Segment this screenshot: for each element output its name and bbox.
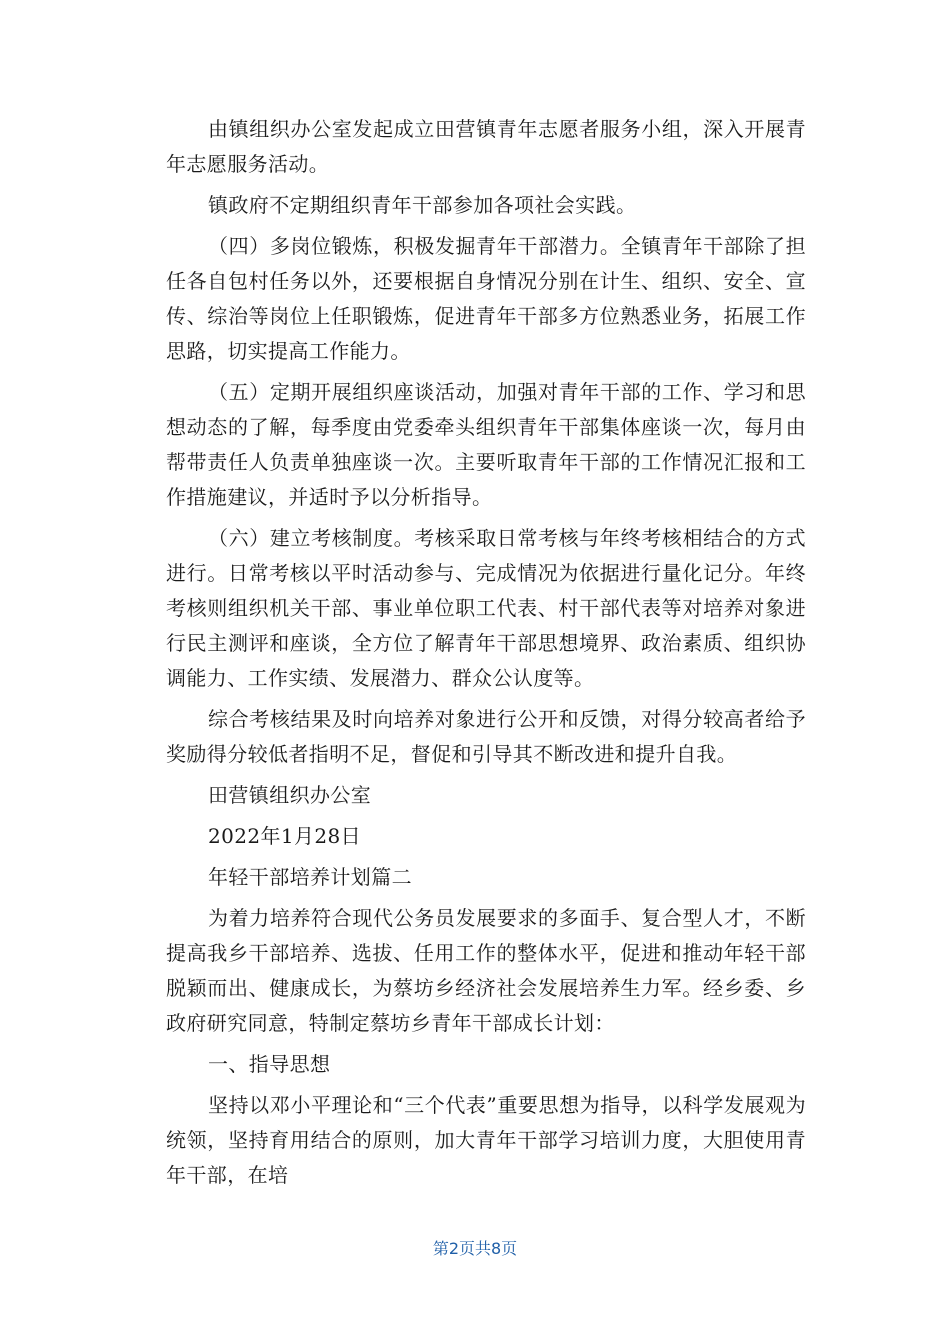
paragraph-section-four: （四）多岗位锻炼，积极发掘青年干部潜力。全镇青年干部除了担任各自包村任务以外，还要根据自身情况分别在计生、组织、安全、宣传、综治等岗位上任职锻炼，促进青年干部多方位熟悉业务，拓展工作思路，切实提高工作能力。 [166, 234, 806, 363]
paragraph-guiding-thought: 坚持以邓小平理论和“三个代表”重要思想为指导，以科学发展观为统领，坚持育用结合的原则，加大青年干部学习培训力度，大胆使用青年干部，在培 [166, 1093, 806, 1187]
heading-guiding-thought: 一、指导思想 [208, 1052, 331, 1076]
paragraph-volunteer-group: 由镇组织办公室发起成立田营镇青年志愿者服务小组，深入开展青年志愿服务活动。 [166, 117, 806, 176]
paragraph-social-practice: 镇政府不定期组织青年干部参加各项社会实践。 [208, 193, 637, 217]
signature-date: 2022年1月28日 [208, 824, 362, 848]
paragraph-assessment-feedback: 综合考核结果及时向培养对象进行公开和反馈，对得分较高者给予奖励得分较低者指明不足，督促和引导其不断改进和提升自我。 [166, 707, 806, 766]
signature-office: 田营镇组织办公室 [208, 783, 372, 807]
document-body [166, 112, 806, 1199]
paragraph-plan-intro: 为着力培养符合现代公务员发展要求的多面手、复合型人才，不断提高我乡干部培养、选拔、任用工作的整体水平，促进和推动年轻干部脱颖而出、健康成长，为蔡坊乡经济社会发展培养生力军。经乡委、乡政府研究同意，特制定蔡坊乡青年干部成长计划： [166, 906, 806, 1035]
paragraph-section-five: （五）定期开展组织座谈活动，加强对青年干部的工作、学习和思想动态的了解，每季度由党委牵头组织青年干部集体座谈一次，每月由帮带责任人负责单独座谈一次。主要听取青年干部的工作情况汇报和工作措施建议，并适时予以分析指导。 [166, 380, 806, 509]
paragraph-section-six: （六）建立考核制度。考核采取日常考核与年终考核相结合的方式进行。日常考核以平时活动参与、完成情况为依据进行量化记分。年终考核则组织机关干部、事业单位职工代表、村干部代表等对培养对象进行民主测评和座谈，全方位了解青年干部思想境界、政治素质、组织协调能力、工作实绩、发展潜力、群众公认度等。 [166, 526, 806, 690]
section-heading-part-two: 年轻干部培养计划篇二 [208, 865, 412, 889]
page-number: 第2页共8页 [432, 1239, 518, 1258]
